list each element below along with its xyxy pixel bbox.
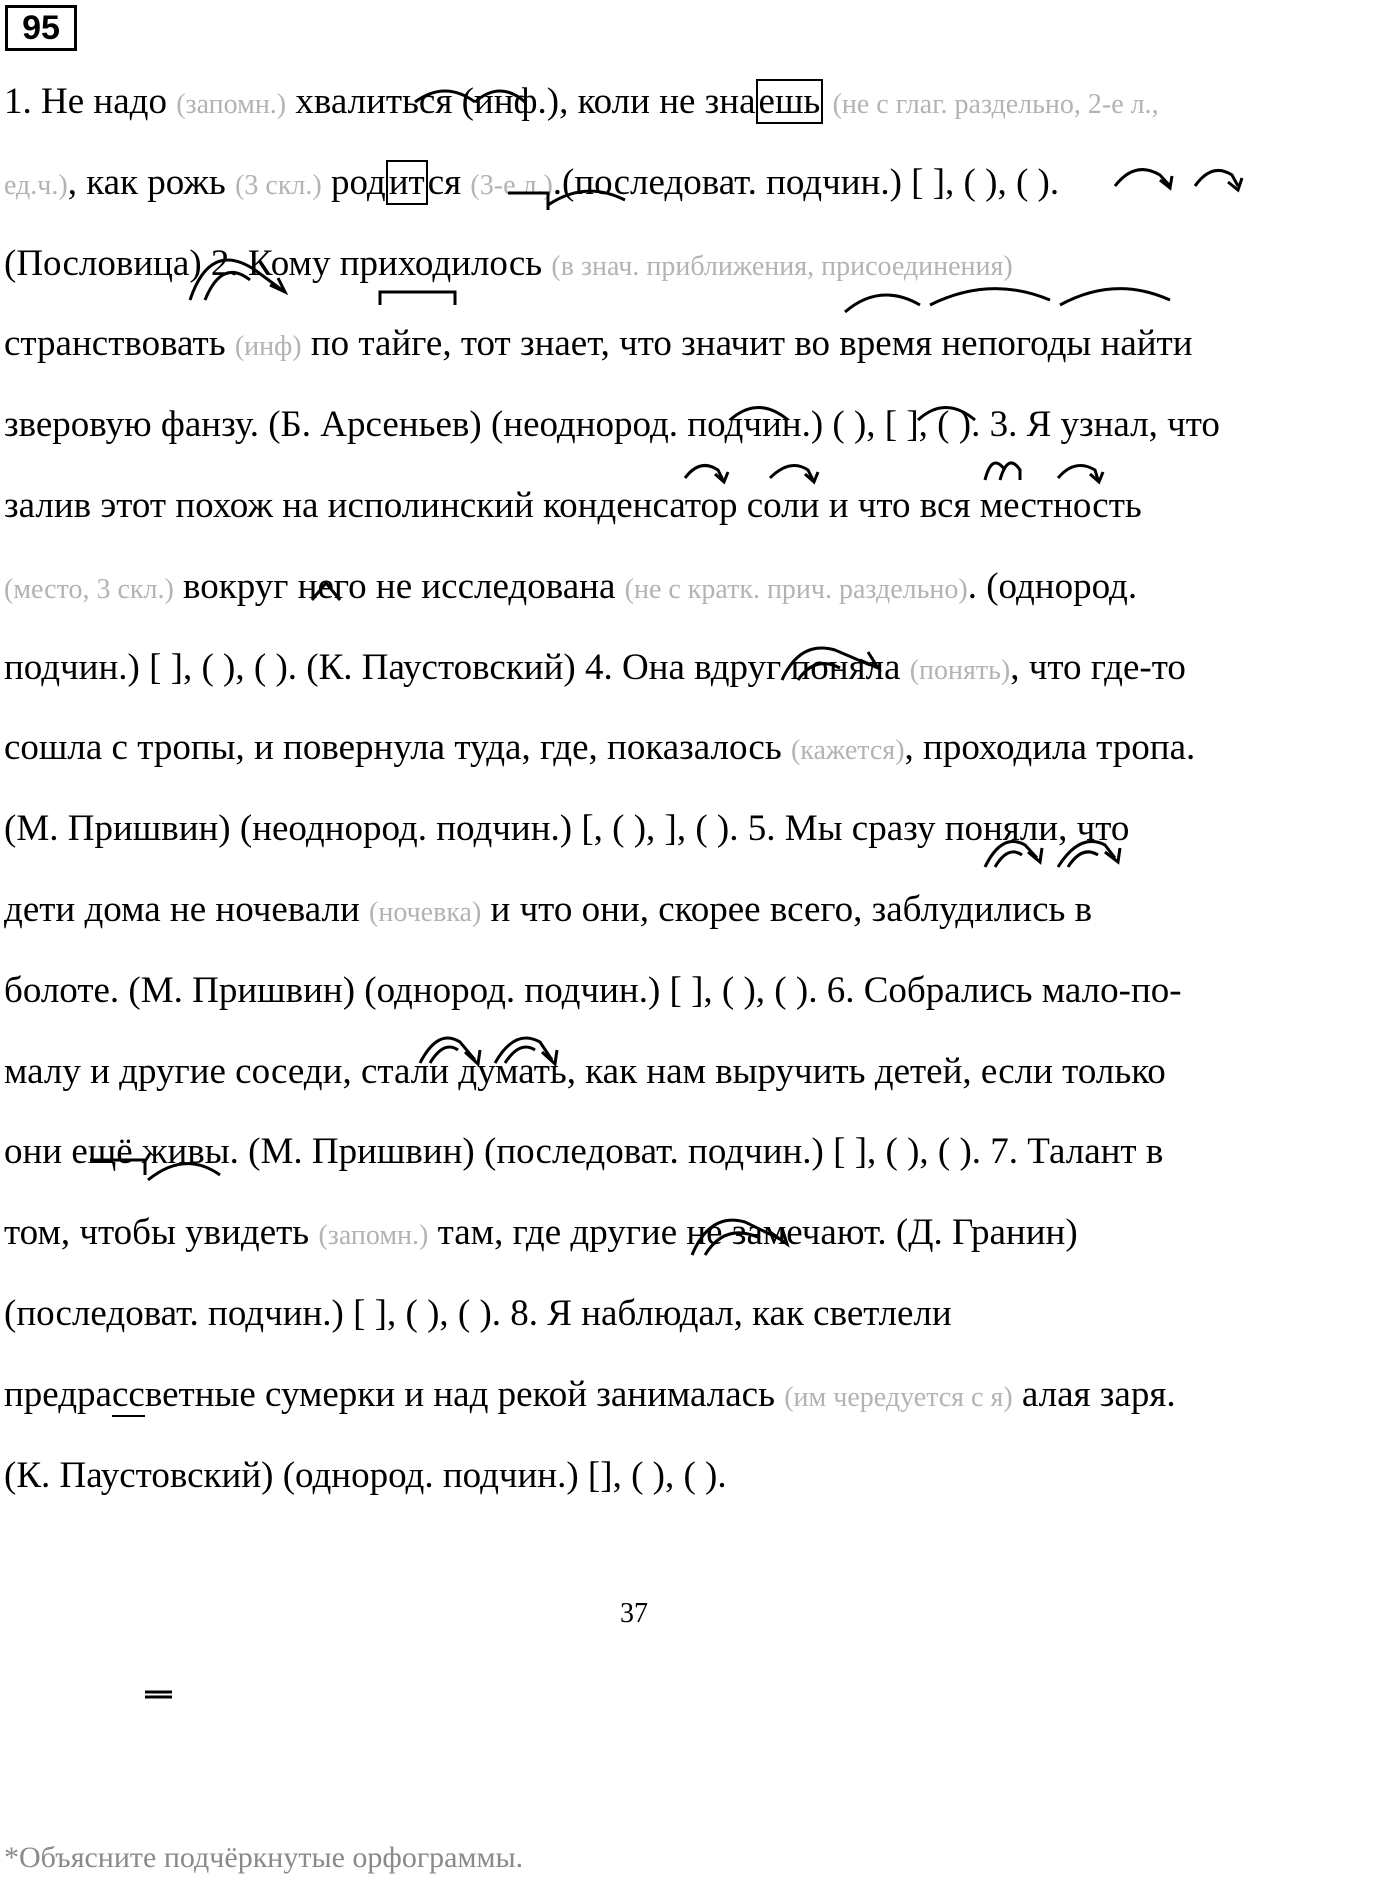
arrow-head xyxy=(1090,472,1103,482)
text-segment: и что они, скорее всего, заблудились в xyxy=(481,889,1093,930)
grammar-note: (в знач. приближения, присоединения) xyxy=(551,251,1013,282)
grammar-note: (кажется) xyxy=(790,735,905,766)
arrow-head xyxy=(1228,178,1242,190)
text-line xyxy=(4,726,1195,773)
page-number: 37 xyxy=(620,1598,648,1629)
text-segment: том, чтобы увидеть xyxy=(4,1212,319,1253)
text-segment: предра xyxy=(4,1374,112,1415)
grammar-note: (им чередуется с я) xyxy=(784,1382,1013,1413)
text-segment: они ещё живы. (М. Пришвин) (последоват. подчин.) [ ], ( ), ( ). 7. Талант в xyxy=(4,1131,1164,1172)
subordination-arrow xyxy=(1195,170,1238,186)
grammar-note: (место, 3 скл.) xyxy=(4,574,174,605)
grammar-note: (ночевка) xyxy=(369,897,482,928)
text-segment: алая заря. xyxy=(1012,1374,1176,1415)
grammar-note: (3-е л.) xyxy=(470,170,553,201)
text-segment: , что где-то xyxy=(1010,647,1186,688)
text-segment: сошла с тропы, и повернула туда, где, показалось xyxy=(4,727,791,768)
text-segment: , как рожь xyxy=(67,162,236,203)
text-line xyxy=(4,161,1059,208)
text-segment: (Пословица) 2. Кому приходилось xyxy=(4,243,552,284)
text-line xyxy=(4,403,1220,447)
word-part-arc xyxy=(1060,289,1170,305)
text-line xyxy=(4,888,1092,935)
text-line xyxy=(4,1211,1078,1258)
boxed-ending: ешь xyxy=(756,79,824,124)
grammar-note: (запомн.) xyxy=(318,1220,429,1251)
text-line xyxy=(4,1454,727,1498)
text-segment: . (однород. xyxy=(967,566,1138,607)
text-line xyxy=(4,322,1193,369)
text-segment: .(последоват. подчин.) [ ], ( ), ( ). xyxy=(552,162,1060,203)
underlined-orthogram: сс xyxy=(111,1374,145,1415)
text-line xyxy=(4,80,1159,127)
text-segment: 1. Не надо xyxy=(4,81,177,122)
arrow-head xyxy=(715,472,728,482)
text-segment: , проходила тропа. xyxy=(904,727,1196,768)
text-segment: (М. Пришвин) (неоднород. подчин.) [, ( ), ], ( ). 5. Мы сразу поняли, что xyxy=(4,808,1130,849)
text-segment: залив этот похож на исполинский конденсатор соли и что вся местность xyxy=(4,485,1142,526)
grammar-note: (инф) xyxy=(234,331,302,362)
grammar-note: (3 скл.) xyxy=(235,170,322,201)
text-segment: ветные сумерки и над рекой занималась xyxy=(144,1374,785,1415)
grammar-note: (понять) xyxy=(909,655,1011,686)
text-segment: дети дома не ночевали xyxy=(4,889,370,930)
arrow-head xyxy=(1160,176,1172,188)
text-segment: подчин.) [ ], ( ), ( ). (К. Паустовский) 4. Она вдруг поняла xyxy=(4,647,910,688)
text-segment: странствовать xyxy=(4,323,235,364)
footnote: *Объясните подчёркнутые орфограммы. xyxy=(4,1841,524,1874)
text-line xyxy=(4,242,1013,289)
exercise-number-box: 95 xyxy=(5,5,77,51)
word-part-arc xyxy=(930,289,1050,305)
word-part-arc xyxy=(845,295,920,312)
subordination-arrow xyxy=(1115,170,1170,186)
text-line xyxy=(4,1373,1176,1420)
subordination-arrow xyxy=(995,852,1022,867)
grammar-note: (запомн.) xyxy=(176,89,287,120)
grammar-note: ед.ч.) xyxy=(4,170,68,201)
subordination-arrow xyxy=(770,466,813,481)
subordination-arrow xyxy=(1000,463,1020,480)
subordination-arrow xyxy=(1058,466,1098,481)
text-segment xyxy=(823,81,832,122)
text-segment: (последоват. подчин.) [ ], ( ), ( ). 8. Я наблюдал, как светлели xyxy=(4,1293,952,1334)
text-segment: (К. Паустовский) (однород. подчин.) [], ( ), ( ). xyxy=(4,1455,727,1496)
text-segment: там, где другие не замечают. (Д. Гранин) xyxy=(428,1212,1078,1253)
text-line xyxy=(4,646,1186,693)
text-segment: род xyxy=(321,162,386,203)
text-segment: ся xyxy=(427,162,471,203)
text-line xyxy=(4,565,1137,612)
text-line xyxy=(4,484,1142,528)
boxed-ending: ит xyxy=(386,160,428,205)
text-line xyxy=(4,807,1129,851)
text-segment: хвалиться (инф.), коли не зна xyxy=(286,81,756,122)
text-segment: болоте. (М. Пришвин) (однород. подчин.) [ ], ( ), ( ). 6. Собрались мало-по- xyxy=(4,970,1182,1011)
text-segment: вокруг него не исследована xyxy=(173,566,625,607)
text-line xyxy=(4,1292,952,1336)
text-segment: по тайге, тот знает, что значит во время непогоды найти xyxy=(301,323,1193,364)
text-segment: малу и другие соседи, стали думать, как нам выручить детей, если только xyxy=(4,1051,1166,1092)
arrow-head xyxy=(805,472,818,482)
text-segment: зверовую фанзу. (Б. Арсеньев) (неоднород. подчин.) ( ), [ ], ( ). 3. Я узнал, что xyxy=(4,404,1220,445)
subordination-arrow xyxy=(985,463,1005,480)
grammar-note: (не с кратк. прич. раздельно) xyxy=(624,574,968,605)
text-line xyxy=(4,969,1182,1013)
prefix-mark xyxy=(380,292,455,305)
subordination-arrow xyxy=(685,466,723,481)
subordination-arrow xyxy=(1068,852,1098,867)
text-line xyxy=(4,1130,1163,1174)
text-line xyxy=(4,1050,1166,1094)
grammar-note: (не с глаг. раздельно, 2-е л., xyxy=(832,89,1159,120)
